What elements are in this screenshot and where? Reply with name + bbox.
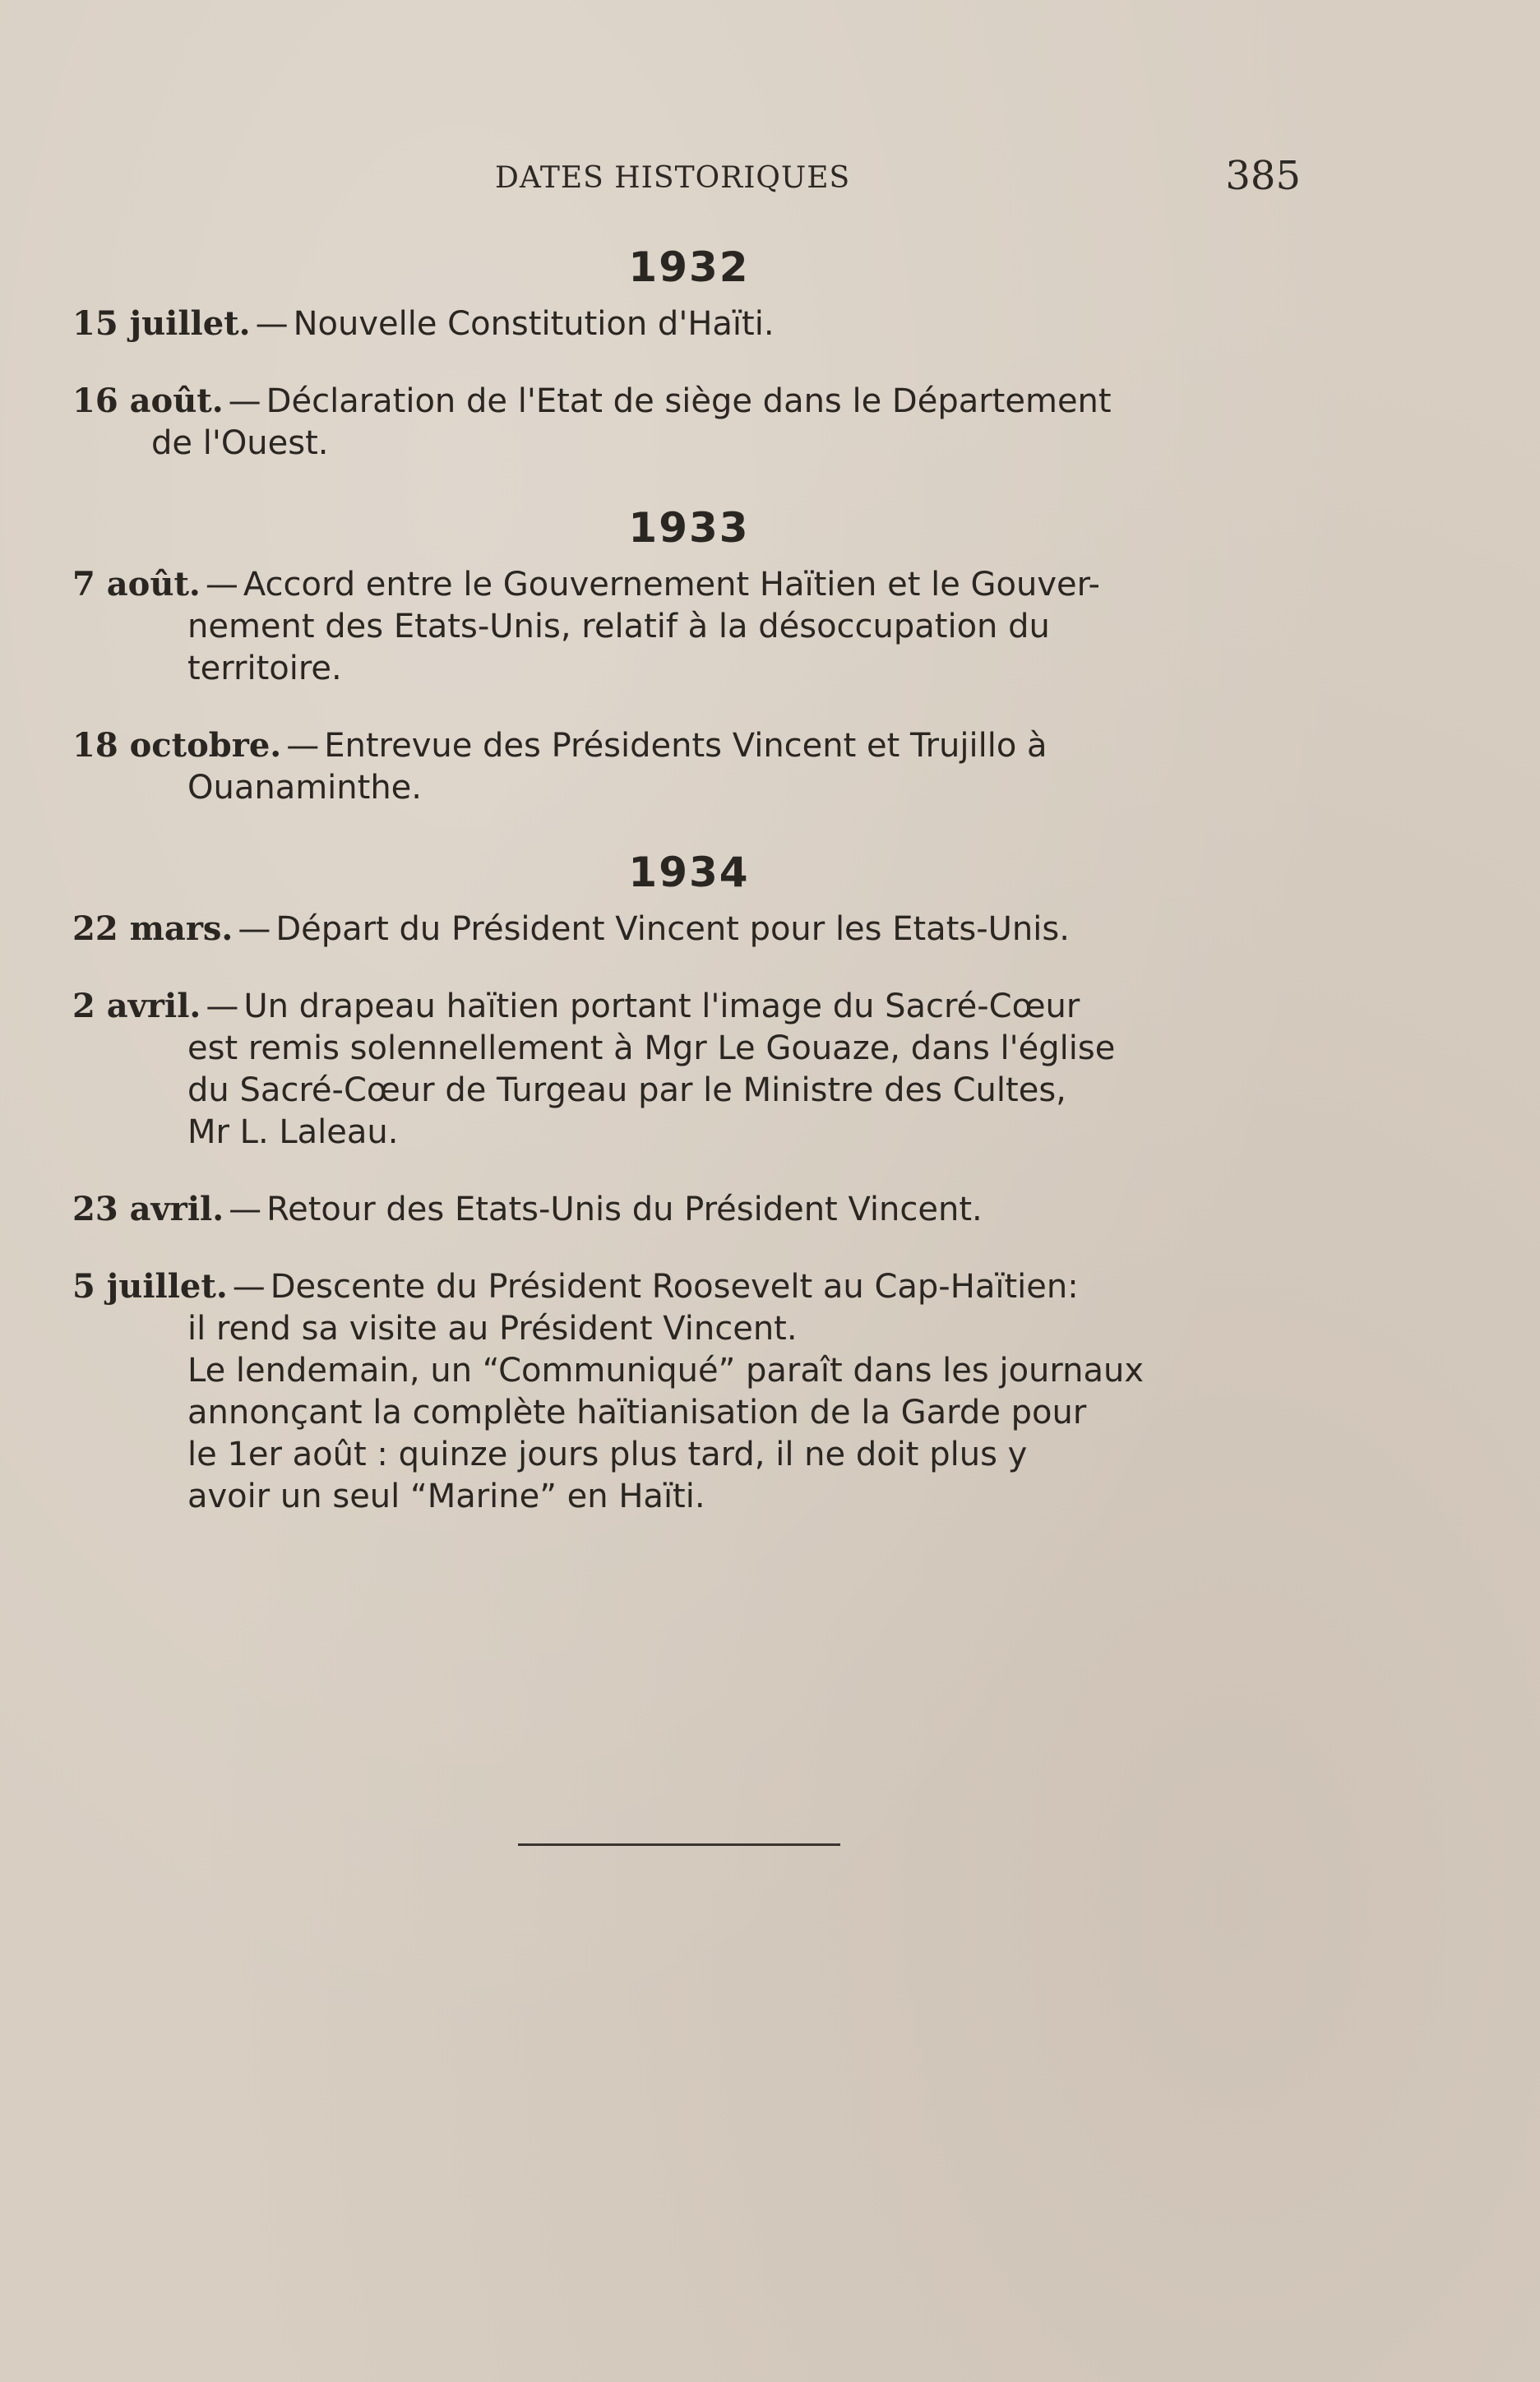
entry-dash: — bbox=[238, 910, 271, 948]
entry-text: Déclaration de l'Etat de siège dans le Département bbox=[266, 382, 1112, 420]
entry-continuation: territoire. bbox=[187, 650, 342, 687]
entry-text: Un drapeau haïtien portant l'image du Sacré-Cœur bbox=[243, 987, 1080, 1025]
entry-text: Accord entre le Gouvernement Haïtien et le Gouver- bbox=[243, 566, 1100, 604]
entry-22-mars bbox=[72, 908, 1306, 950]
page-number: 385 bbox=[1225, 153, 1301, 199]
chronology bbox=[72, 238, 1306, 1552]
end-rule bbox=[518, 1843, 840, 1846]
entry-continuation: nement des Etats-Unis, relatif à la désoccupation du bbox=[187, 608, 1050, 645]
entry-16-aout bbox=[72, 380, 1306, 465]
running-title: DATES HISTORIQUES bbox=[495, 161, 851, 195]
entry-date: 7 août. bbox=[72, 565, 201, 604]
entry-date: 15 juillet. bbox=[72, 304, 251, 343]
entry-continuation: du Sacré-Cœur de Turgeau par le Ministre des Cultes, bbox=[187, 1071, 1066, 1109]
entry-dash: — bbox=[228, 382, 261, 420]
entry-continuation: annonçant la complète haïtianisation de la Garde pour bbox=[187, 1394, 1087, 1432]
entry-text: Descente du Président Roosevelt au Cap-Haïtien: bbox=[270, 1268, 1079, 1306]
entry-5-juillet bbox=[72, 1265, 1306, 1518]
entry-15-juillet bbox=[72, 303, 1306, 345]
entry-date: 18 octobre. bbox=[72, 726, 282, 765]
entry-first-line bbox=[72, 303, 1306, 345]
entry-dash: — bbox=[206, 987, 239, 1025]
page-header bbox=[76, 153, 1301, 206]
entry-dash: — bbox=[229, 1191, 262, 1228]
entry-first-line bbox=[72, 380, 1306, 423]
entry-23-avril bbox=[72, 1188, 1306, 1231]
entry-continuation: est remis solennellement à Mgr Le Gouaze, dans l'église bbox=[187, 1029, 1116, 1067]
entry-first-line bbox=[72, 563, 1306, 606]
entry-first-line bbox=[72, 1265, 1306, 1308]
entry-text: Départ du Président Vincent pour les Etats-Unis. bbox=[275, 910, 1070, 948]
entry-dash: — bbox=[232, 1268, 266, 1306]
entry-2-avril bbox=[72, 985, 1306, 1154]
entry-continuation: il rend sa visite au Président Vincent. bbox=[187, 1310, 798, 1348]
entry-date: 5 juillet. bbox=[72, 1267, 228, 1306]
entry-7-aout bbox=[72, 563, 1306, 690]
entry-dash: — bbox=[286, 727, 320, 765]
entry-date: 23 avril. bbox=[72, 1190, 224, 1228]
entry-first-line bbox=[72, 985, 1306, 1028]
entry-text: Nouvelle Constitution d'Haïti. bbox=[293, 305, 775, 343]
entry-dash: — bbox=[255, 305, 289, 343]
entry-first-line bbox=[72, 908, 1306, 950]
entry-date: 22 mars. bbox=[72, 909, 234, 948]
entry-continuation: le 1er août : quinze jours plus tard, il ne doit plus y bbox=[187, 1436, 1028, 1473]
entry-date: 2 avril. bbox=[72, 987, 201, 1025]
entry-continuation: Le lendemain, un “Communiqué” paraît dans les journaux bbox=[187, 1352, 1145, 1390]
entry-date: 16 août. bbox=[72, 382, 224, 420]
entry-continuation: Ouanaminthe. bbox=[187, 769, 422, 807]
entry-18-octobre bbox=[72, 724, 1306, 809]
entry-dash: — bbox=[205, 566, 238, 604]
entry-continuation: Mr L. Laleau. bbox=[187, 1113, 399, 1151]
year-heading-1934: 1934 bbox=[628, 849, 750, 896]
entry-first-line bbox=[72, 724, 1306, 767]
entry-first-line bbox=[72, 1188, 1306, 1231]
year-heading-1933: 1933 bbox=[628, 504, 750, 552]
entry-text: Entrevue des Présidents Vincent et Trujillo à bbox=[324, 727, 1047, 765]
year-heading-1932: 1932 bbox=[628, 243, 750, 291]
entry-continuation: de l'Ouest. bbox=[151, 424, 329, 462]
entry-continuation: avoir un seul “Marine” en Haïti. bbox=[187, 1478, 705, 1515]
entry-text: Retour des Etats-Unis du Président Vincent. bbox=[266, 1191, 983, 1228]
